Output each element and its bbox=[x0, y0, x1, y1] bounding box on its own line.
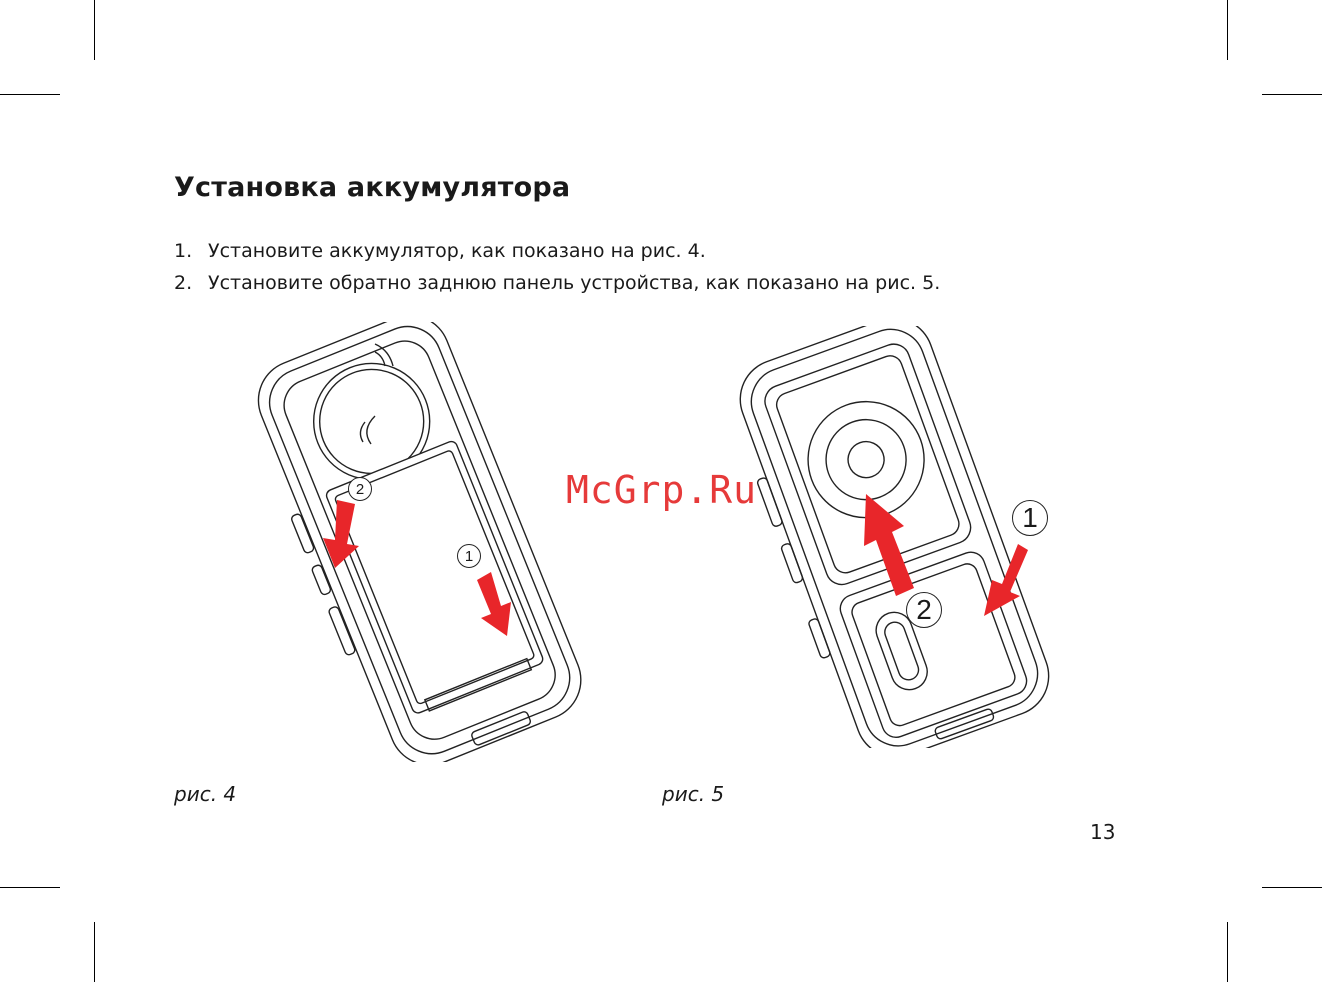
fig5-callout-2: 2 bbox=[906, 592, 942, 628]
figure-5-cover-install bbox=[736, 326, 1054, 748]
phone-back-open-illustration bbox=[225, 322, 610, 762]
phone-back-cover-illustration bbox=[736, 326, 1054, 748]
crop-mark-top-left-h bbox=[0, 94, 60, 95]
step-2 bbox=[174, 272, 940, 294]
crop-mark-bottom-left-v bbox=[94, 922, 95, 982]
step-1-number: 1. bbox=[174, 240, 193, 262]
step-1 bbox=[174, 240, 706, 262]
crop-mark-bottom-right-v bbox=[1227, 922, 1228, 982]
watermark-text: McGrp.Ru bbox=[566, 468, 758, 512]
fig5-callout-1: 1 bbox=[1012, 500, 1048, 536]
fig4-callout-1: 1 bbox=[457, 544, 481, 568]
page-number: 13 bbox=[1090, 820, 1116, 844]
cover-arrows bbox=[864, 494, 1028, 616]
crop-mark-top-left-v bbox=[94, 0, 95, 60]
crop-mark-top-right-v bbox=[1227, 0, 1228, 60]
figure-4-battery-install bbox=[225, 322, 610, 762]
page-title: Установка аккумулятора bbox=[174, 172, 571, 203]
step-2-number: 2. bbox=[174, 272, 193, 294]
crop-mark-bottom-left-h bbox=[0, 887, 60, 888]
fig4-callout-2: 2 bbox=[348, 477, 372, 501]
figure-4-caption: рис. 4 bbox=[174, 782, 237, 806]
figure-5-caption: рис. 5 bbox=[662, 782, 725, 806]
crop-mark-top-right-h bbox=[1262, 94, 1322, 95]
crop-mark-bottom-right-h bbox=[1262, 887, 1322, 888]
step-1-text: Установите аккумулятор, как показано на рис. 4. bbox=[208, 240, 706, 262]
step-2-text: Установите обратно заднюю панель устройства, как показано на рис. 5. bbox=[208, 272, 941, 294]
